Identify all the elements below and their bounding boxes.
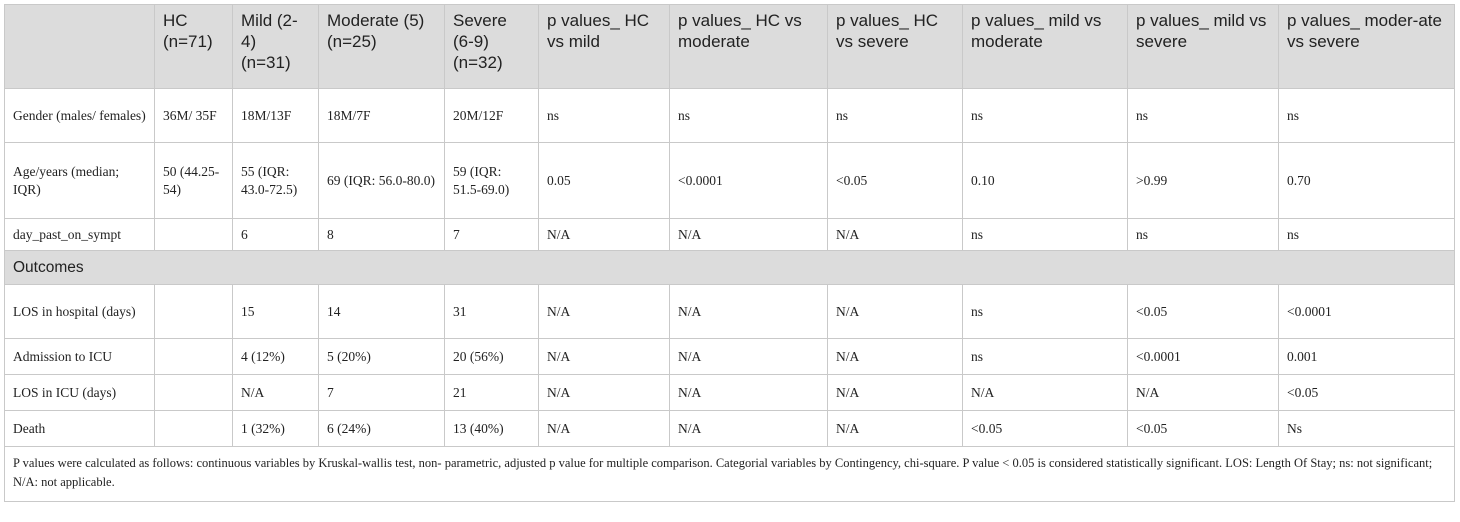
table-cell: 6 (24%) <box>319 411 445 447</box>
table-cell <box>155 339 233 375</box>
table-cell: 18M/7F <box>319 89 445 143</box>
table-cell: ns <box>1279 89 1455 143</box>
table-cell: N/A <box>670 219 828 251</box>
table-cell: ns <box>963 285 1128 339</box>
table-cell: 6 <box>233 219 319 251</box>
table-cell: 13 (40%) <box>445 411 539 447</box>
header-cell-p-hc-moderate: p values_ HC vs moderate <box>670 5 828 89</box>
table-row <box>5 89 1455 143</box>
footnote-row <box>5 447 1455 502</box>
table-cell: <0.05 <box>1279 375 1455 411</box>
table-cell <box>155 285 233 339</box>
table-cell: 59 (IQR: 51.5-69.0) <box>445 143 539 219</box>
table-cell: N/A <box>539 375 670 411</box>
table-cell: 4 (12%) <box>233 339 319 375</box>
table-cell: <0.0001 <box>1279 285 1455 339</box>
table-row <box>5 375 1455 411</box>
table-cell: N/A <box>828 285 963 339</box>
table-cell: N/A <box>670 411 828 447</box>
table-cell: ns <box>539 89 670 143</box>
table-cell: ns <box>1279 219 1455 251</box>
header-cell-0 <box>5 5 155 89</box>
table-cell: 1 (32%) <box>233 411 319 447</box>
header-cell-p-moderate-severe: p values_ moder-ate vs severe <box>1279 5 1455 89</box>
table-footnote: P values were calculated as follows: continuous variables by Kruskal-wallis test, non- parametric, adjusted p value for multiple comparison. Categorial variables by Contingency, chi-square. P value < 0.05 is considered statistically significant. LOS: Length Of Stay; ns: not significant; N/A: not applicable. <box>5 447 1455 502</box>
header-cell-p-mild-moderate: p values_ mild vs moderate <box>963 5 1128 89</box>
row-label: LOS in hospital (days) <box>5 285 155 339</box>
table-cell: N/A <box>233 375 319 411</box>
table-cell: 7 <box>319 375 445 411</box>
header-cell-moderate: Moderate (5) (n=25) <box>319 5 445 89</box>
section-label: Outcomes <box>5 251 1455 285</box>
table-cell: 0.70 <box>1279 143 1455 219</box>
table-cell: <0.0001 <box>1128 339 1279 375</box>
table-cell: N/A <box>828 339 963 375</box>
table-cell: 36M/ 35F <box>155 89 233 143</box>
results-table <box>4 4 1455 502</box>
section-row-outcomes <box>5 251 1455 285</box>
table-cell: N/A <box>1128 375 1279 411</box>
table-cell <box>155 375 233 411</box>
table-row <box>5 411 1455 447</box>
table-cell: N/A <box>670 339 828 375</box>
table-cell: <0.05 <box>1128 285 1279 339</box>
header-cell-hc: HC (n=71) <box>155 5 233 89</box>
table-cell: Ns <box>1279 411 1455 447</box>
table-cell: 8 <box>319 219 445 251</box>
table-cell: ns <box>670 89 828 143</box>
table-cell: N/A <box>670 375 828 411</box>
row-label: Gender (males/ females) <box>5 89 155 143</box>
table-cell: ns <box>1128 89 1279 143</box>
table-cell: ns <box>828 89 963 143</box>
header-cell-severe: Severe (6-9) (n=32) <box>445 5 539 89</box>
row-label: Death <box>5 411 155 447</box>
row-label: LOS in ICU (days) <box>5 375 155 411</box>
table-cell: N/A <box>828 375 963 411</box>
table-cell: 0.10 <box>963 143 1128 219</box>
table-cell: N/A <box>828 219 963 251</box>
table-cell: 21 <box>445 375 539 411</box>
table-cell: 20M/12F <box>445 89 539 143</box>
table-row <box>5 219 1455 251</box>
table-cell: <0.0001 <box>670 143 828 219</box>
table-cell: 31 <box>445 285 539 339</box>
header-cell-p-hc-severe: p values_ HC vs severe <box>828 5 963 89</box>
table-cell: N/A <box>963 375 1128 411</box>
row-label: Age/years (median; IQR) <box>5 143 155 219</box>
table-cell <box>155 411 233 447</box>
table-cell: N/A <box>539 411 670 447</box>
table-row <box>5 285 1455 339</box>
table-row <box>5 143 1455 219</box>
table-cell: N/A <box>539 339 670 375</box>
table-cell: <0.05 <box>828 143 963 219</box>
table-cell: N/A <box>828 411 963 447</box>
header-row <box>5 5 1455 89</box>
table-cell: >0.99 <box>1128 143 1279 219</box>
table-cell: ns <box>963 339 1128 375</box>
table-cell: 18M/13F <box>233 89 319 143</box>
header-cell-p-mild-severe: p values_ mild vs severe <box>1128 5 1279 89</box>
table-row <box>5 339 1455 375</box>
table-cell: 14 <box>319 285 445 339</box>
table-cell: 20 (56%) <box>445 339 539 375</box>
table-cell: 7 <box>445 219 539 251</box>
table-cell: ns <box>963 89 1128 143</box>
table-cell: 55 (IQR: 43.0-72.5) <box>233 143 319 219</box>
table-cell: N/A <box>539 219 670 251</box>
table-cell: 15 <box>233 285 319 339</box>
row-label: Admission to ICU <box>5 339 155 375</box>
table-cell: 0.05 <box>539 143 670 219</box>
table-cell: N/A <box>670 285 828 339</box>
table-cell: <0.05 <box>963 411 1128 447</box>
table-cell: 69 (IQR: 56.0-80.0) <box>319 143 445 219</box>
table-cell: 0.001 <box>1279 339 1455 375</box>
table-cell: 50 (44.25-54) <box>155 143 233 219</box>
table-cell: <0.05 <box>1128 411 1279 447</box>
table-cell: ns <box>1128 219 1279 251</box>
table-container <box>4 4 1454 502</box>
header-cell-p-hc-mild: p values_ HC vs mild <box>539 5 670 89</box>
table-cell: ns <box>963 219 1128 251</box>
table-cell: N/A <box>539 285 670 339</box>
table-cell <box>155 219 233 251</box>
header-cell-mild: Mild (2-4) (n=31) <box>233 5 319 89</box>
row-label: day_past_on_sympt <box>5 219 155 251</box>
table-cell: 5 (20%) <box>319 339 445 375</box>
